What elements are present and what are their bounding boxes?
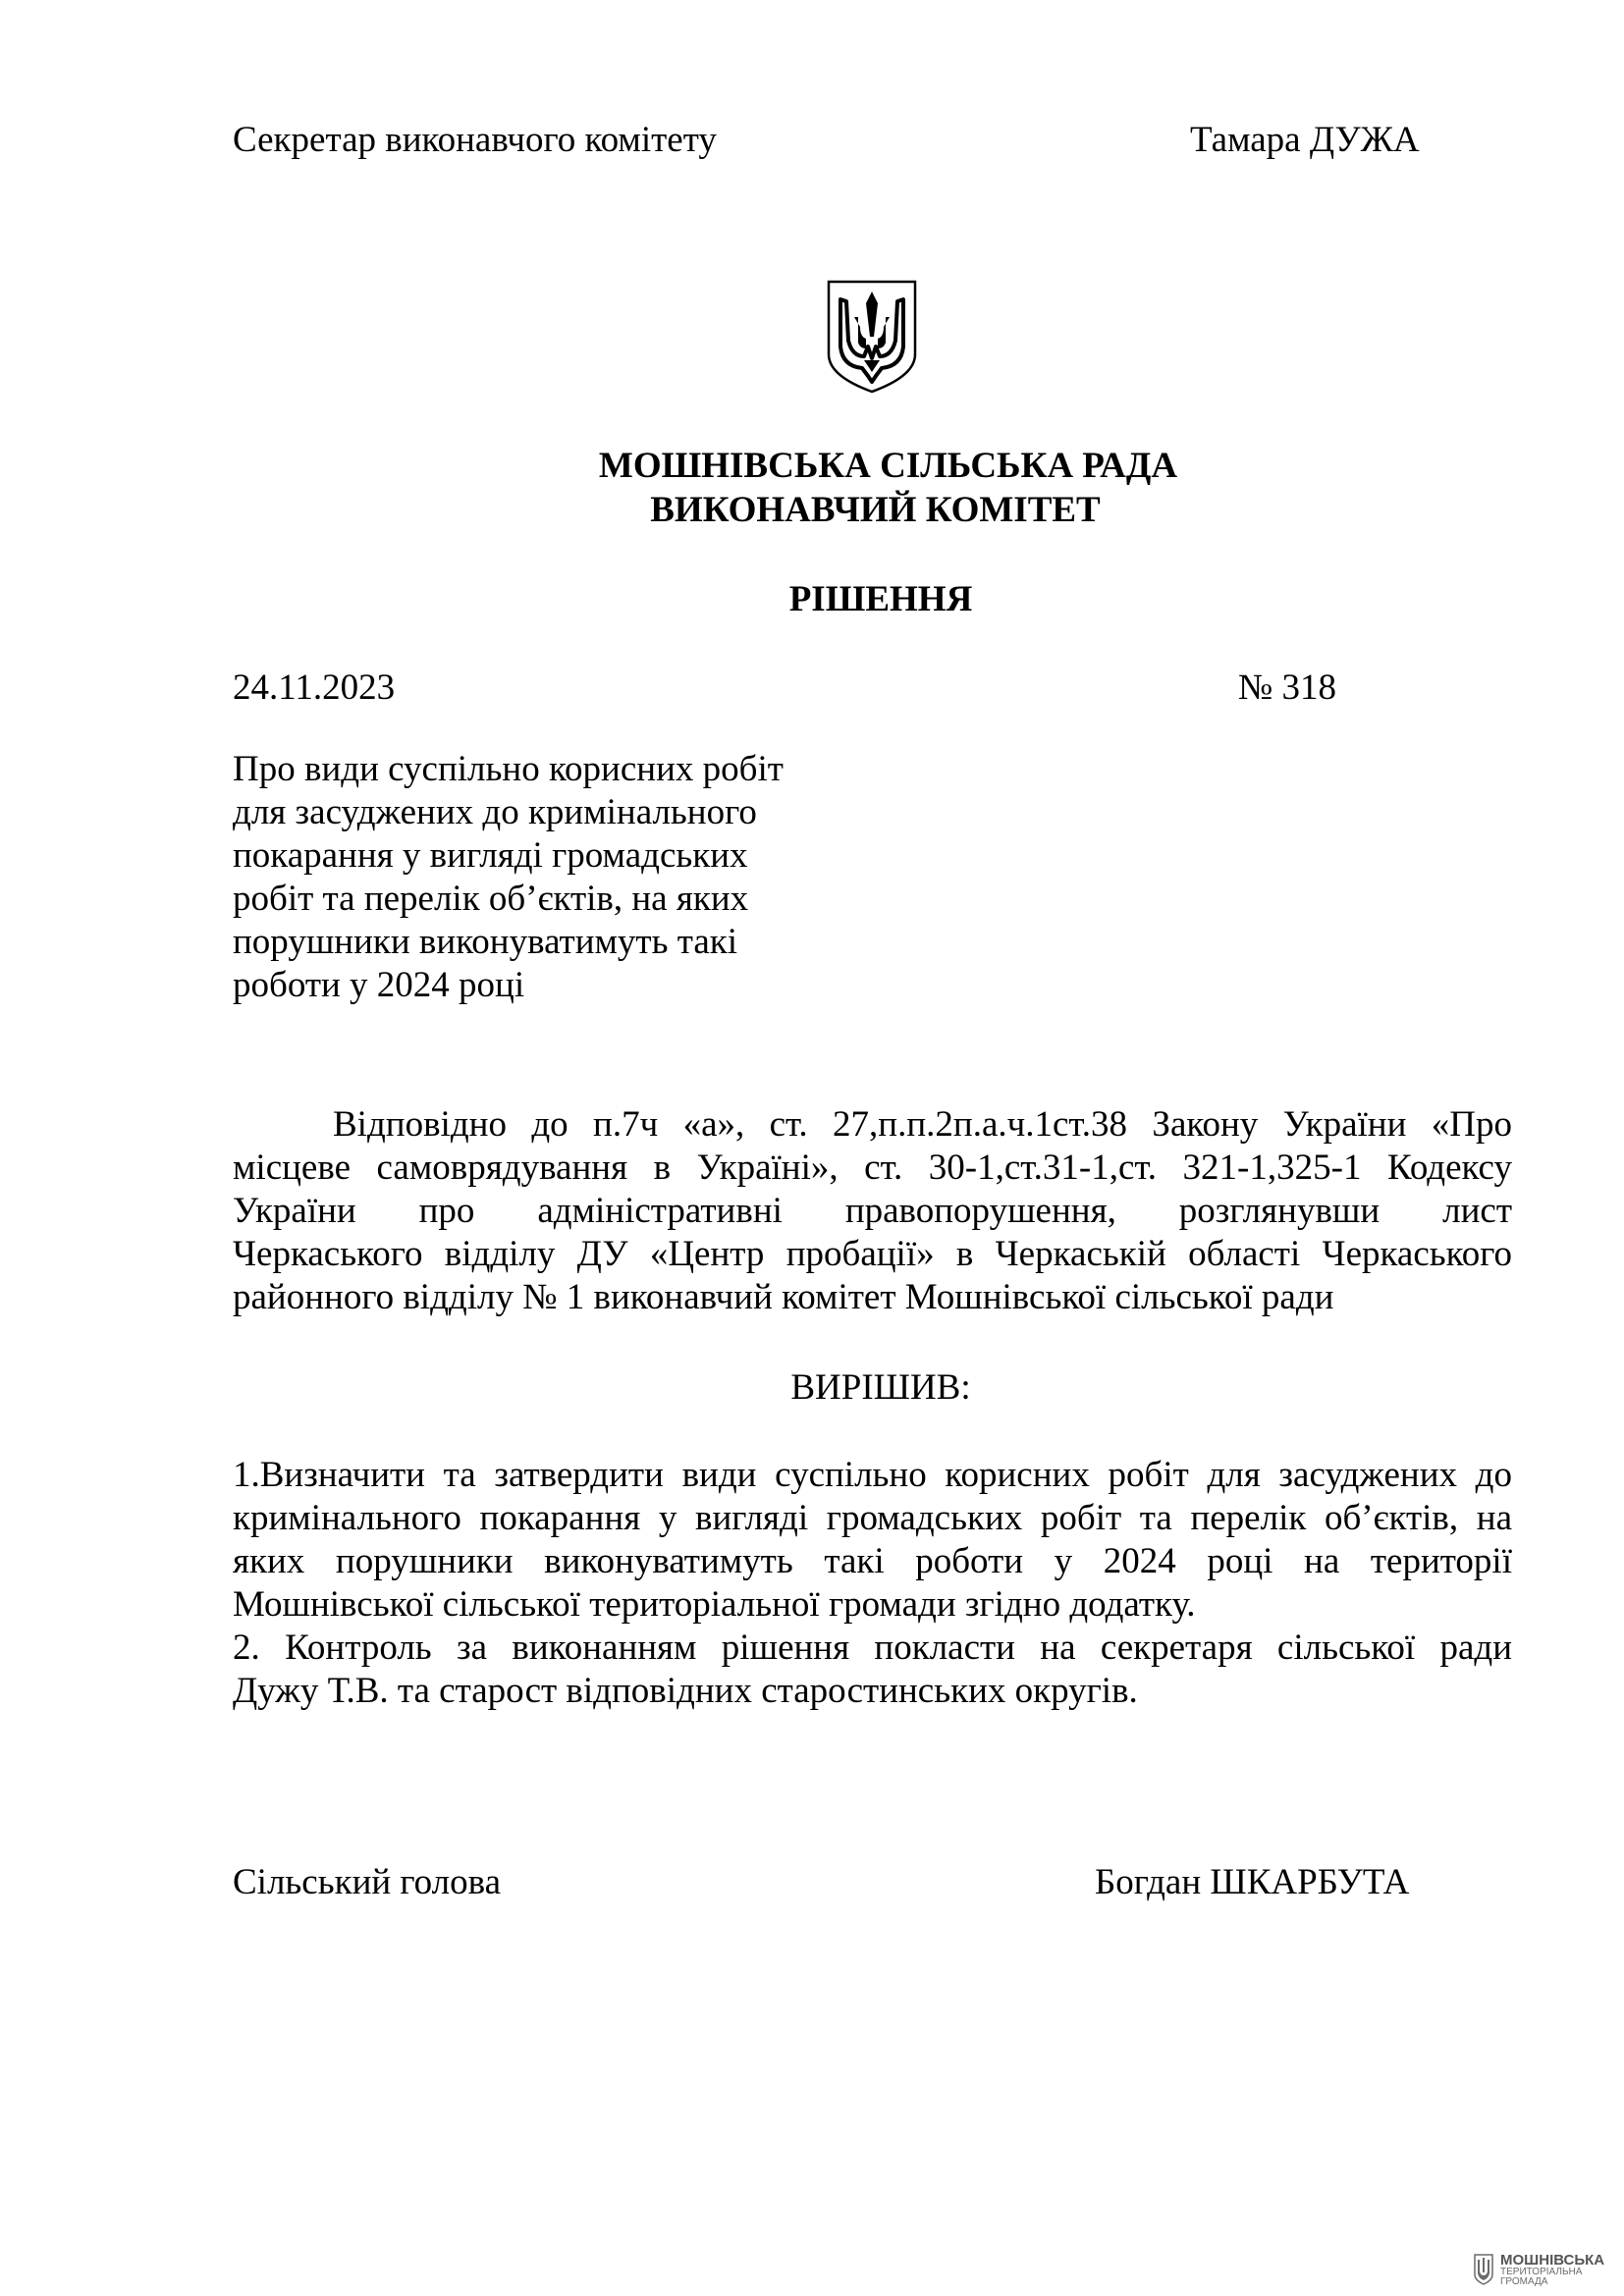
item-line: 1.Визначити та затвердити види суспільно корисних робіт для засуджених до: [233, 1455, 1512, 1495]
resolution-items: [233, 1454, 1512, 1713]
subject-line: робіт та перелік об’єктів, на яких: [233, 879, 749, 919]
preamble-line: місцеве самоврядування в Україні», ст. 30-1,ст.31-1,ст. 321-1,325-1 Кодексу: [233, 1148, 1512, 1188]
watermark-text: [1500, 2253, 1604, 2287]
subject-line: Про види суспільно корисних робіт: [233, 749, 784, 789]
item-line: яких порушники виконуватимуть такі роботи у 2024 році на території: [233, 1541, 1512, 1581]
subject-line: порушники виконуватимуть такі: [233, 922, 738, 962]
document-type: РІШЕННЯ: [788, 579, 973, 619]
decision-subject: [233, 748, 920, 1007]
council-name: МОШНІВСЬКА СІЛЬСЬКА РАДА: [598, 446, 1178, 486]
item-line: 2. Контроль за виконанням рішення покласти на секретаря сільської ради: [233, 1628, 1512, 1668]
item-line: Мошнівської сільської територіальної громади згідно додатку.: [233, 1584, 1196, 1625]
item-line: Дужу Т.В. та старост відповідних старостинських округів.: [233, 1671, 1138, 1711]
decision-number: № 318: [1238, 667, 1337, 708]
head-title: Сільський голова: [233, 1862, 502, 1902]
subject-line: покарання у вигляді громадських: [233, 835, 748, 876]
coat-of-arms-icon: [825, 278, 919, 396]
watermark-line: ТЕРИТОРІАЛЬНА: [1500, 2266, 1583, 2277]
secretary-title: Секретар виконавчого комітету: [233, 120, 717, 160]
preamble-line: районного відділу № 1 виконавчий комітет Мошнівської сільської ради: [233, 1277, 1334, 1317]
subject-line: для засуджених до кримінального: [233, 792, 757, 832]
community-watermark: [1473, 2250, 1604, 2289]
secretary-name: Тамара ДУЖА: [1190, 120, 1420, 160]
preamble-line: Відповідно до п.7ч «а», ст. 27,п.п.2п.а.ч.1ст.38 Закону України «Про: [333, 1104, 1512, 1145]
watermark-line: ГРОМАДА: [1500, 2275, 1548, 2287]
preamble: [233, 1103, 1512, 1319]
head-name: Богдан ШКАРБУТА: [1095, 1862, 1410, 1902]
subject-line: роботи у 2024 році: [233, 965, 525, 1005]
item-line: кримінального покарання у вигляді громадських робіт та перелік об’єктів, на: [233, 1498, 1512, 1538]
decision-date: 24.11.2023: [233, 667, 396, 708]
resolved-heading: ВИРІШИВ:: [790, 1367, 971, 1408]
watermark-line: МОШНІВСЬКА: [1500, 2251, 1605, 2269]
preamble-line: Черкаського відділу ДУ «Центр пробації» в Черкаській області Черкаського: [233, 1234, 1512, 1274]
preamble-line: України про адміністративні правопорушення, розглянувши лист: [233, 1191, 1512, 1231]
council-header: [0, 444, 1624, 532]
committee-name: ВИКОНАВЧИЙ КОМІТЕТ: [650, 490, 1101, 530]
trident-icon: [1473, 2253, 1494, 2286]
